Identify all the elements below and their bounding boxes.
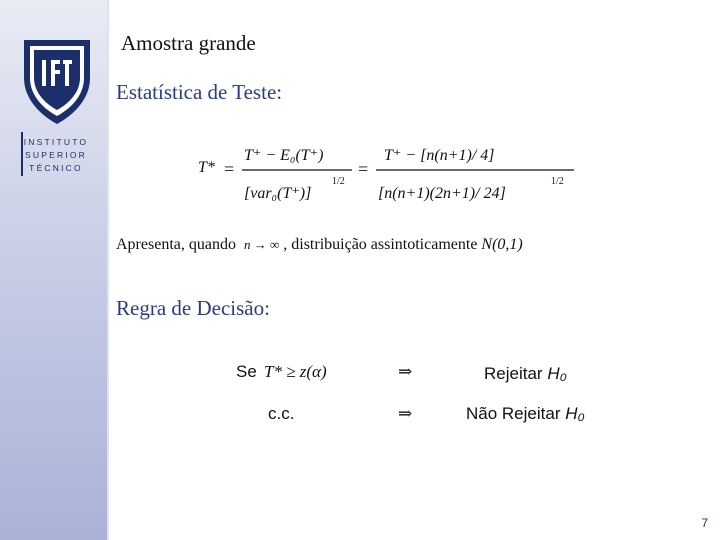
- sidebar-divider: [107, 0, 109, 540]
- asymptotic-dist: N(0,1): [481, 236, 523, 253]
- logo-line-1: INSTITUTO: [23, 137, 89, 147]
- logo-text: [20, 136, 92, 175]
- rule-row1-cond: T* ≥ z(α): [264, 362, 327, 381]
- rule-row1-arrow: ⇒: [398, 362, 413, 381]
- asymptotic-statement: [116, 236, 523, 254]
- formula-num2: T⁺ − [n(n+1)/ 4]: [384, 147, 495, 164]
- section-test-statistic: Estatística de Teste:: [116, 80, 283, 104]
- asymptotic-after: , distribuição assintoticamente: [283, 236, 478, 253]
- slide-title: Amostra grande: [121, 31, 256, 55]
- formula-den1: [var₀(T⁺)]: [244, 185, 312, 202]
- logo-line-3: TÉCNICO: [29, 163, 83, 173]
- rule-row2-arrow: ⇒: [398, 404, 413, 423]
- test-statistic-formula: [196, 130, 586, 214]
- section-decision-rule: Regra de Decisão:: [116, 296, 270, 320]
- page-number: 7: [701, 516, 708, 530]
- rule-row1-cond-prefix: Se: [236, 362, 257, 381]
- formula-num1: T⁺ − E₀(T⁺): [244, 147, 324, 164]
- asymptotic-math: n → ∞: [243, 237, 280, 252]
- formula-exp1: 1/2: [332, 176, 345, 187]
- asymptotic-before: Apresenta, quando: [116, 236, 236, 253]
- rule-row2-cond: c.c.: [268, 404, 295, 423]
- formula-den2: [n(n+1)(2n+1)/ 24]: [378, 185, 506, 202]
- ist-shield-logo: [22, 38, 92, 126]
- rule-row2-action: Não Rejeitar H₀: [466, 404, 585, 423]
- rule-row1-action: Rejeitar H₀: [484, 364, 567, 383]
- svg-text:=: =: [358, 159, 369, 179]
- formula-exp2: 1/2: [551, 176, 564, 187]
- formula-lhs: T*: [198, 159, 215, 176]
- logo-line-2: SUPERIOR: [25, 150, 87, 160]
- svg-text:=: =: [224, 159, 235, 179]
